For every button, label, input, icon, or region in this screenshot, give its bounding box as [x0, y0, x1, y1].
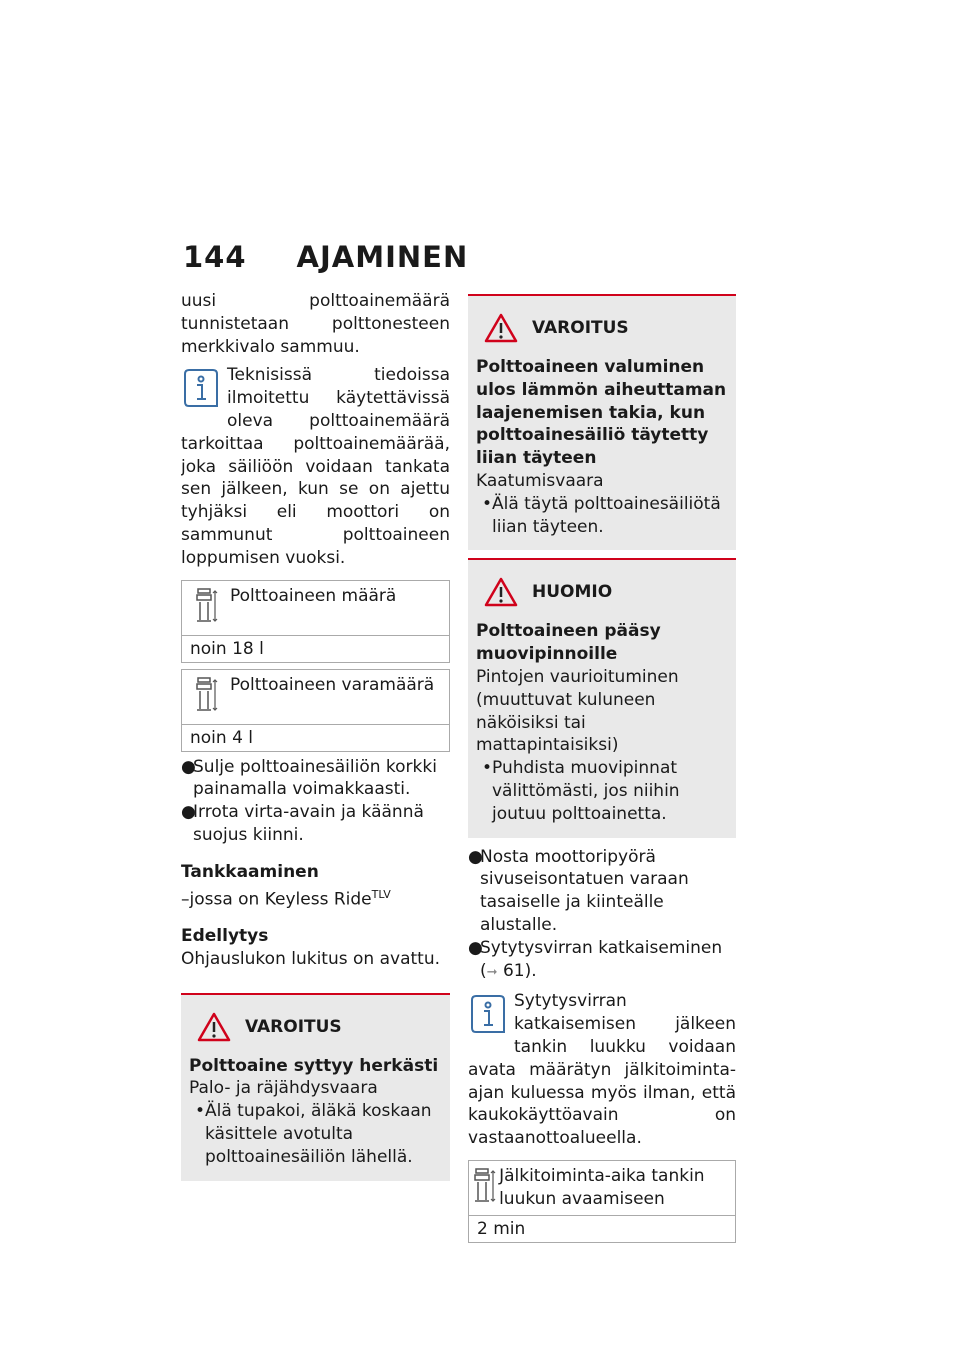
spec-label: Polttoaineen varamäärä: [230, 674, 435, 695]
spec-value: 2 min: [477, 1218, 526, 1239]
info-note: [181, 364, 450, 569]
warning-label: VAROITUS: [245, 1016, 342, 1037]
spec-value: noin 4 l: [190, 727, 254, 748]
step-list: [468, 846, 736, 985]
page-number: 144: [183, 240, 247, 274]
spec-label: Jälkitoiminta-aika tankin luukun avaamiseen: [499, 1165, 705, 1209]
right-column: [468, 272, 736, 1243]
spec-label: Polttoaineen määrä: [230, 585, 397, 606]
warning-triangle-icon: [484, 313, 518, 343]
fuel-pump-icon: [471, 1167, 497, 1205]
warning-box: [181, 993, 450, 1181]
fuel-pump-icon: [193, 587, 219, 625]
info-icon: [468, 992, 508, 1036]
spec-follow-up-time: [468, 1160, 736, 1243]
list-item: ●Irrota virta-avain ja käännä suojus kiinni.: [181, 802, 424, 845]
step-list: [181, 756, 450, 847]
arrow-right-icon[interactable]: ➞: [486, 964, 498, 980]
spec-value: noin 18 l: [190, 638, 264, 659]
warning-triangle-icon: [484, 577, 518, 607]
warning-triangle-icon: [197, 1012, 231, 1042]
page-reference[interactable]: 61).: [502, 960, 537, 981]
list-item: •Älä täytä polttoainesäiliötä liian täyteen.: [482, 493, 721, 537]
page-header: [183, 240, 468, 274]
section-superscript: TLV: [371, 887, 391, 901]
fuel-pump-icon: [193, 676, 219, 714]
left-column: [181, 290, 450, 1181]
list-item: •Puhdista muovipinnat välittömästi, jos niihin joutuu polttoainetta.: [482, 758, 680, 824]
spec-fuel-reserve: [181, 669, 450, 752]
warning-box: [468, 294, 736, 550]
info-note-text: Teknisissä tiedoissa ilmoitettu käytettävissä oleva polttoainemäärä tarkoittaa polttoainemäärää, joka säiliöön voidaan tankata sen jälkeen, kun se on ajettu tyhjäksi eli moottori on sammunut polttoaineen loppumisen vuoksi.: [181, 365, 450, 568]
list-item: ●Nosta moottoripyörä sivuseisontatuen varaan tasaiselle ja kiinteälle alustalle.: [468, 846, 689, 935]
info-note-text: Sytytysvirran katkaisemisen jälkeen tankin luukku voidaan avata määrätyn jälkitoiminta-ajan kuluessa myös ilman, että kaukokäyttöavain on vastaanottoalueella.: [468, 991, 736, 1149]
warning-title: Polttoaine syttyy herkästi: [189, 1055, 439, 1076]
notice-label: HUOMIO: [532, 582, 613, 603]
warning-risk: Palo- ja räjähdysvaara: [189, 1078, 378, 1099]
prereq-title: Edellytys: [181, 926, 269, 946]
chapter-title: AJAMINEN: [296, 240, 469, 274]
notice-box: [468, 558, 736, 837]
prereq-text: Ohjauslukon lukitus on avattu.: [181, 948, 440, 969]
notice-risk: Pintojen vaurioituminen (muuttuvat kuluneen näköisiksi tai mattapintaisiksi): [476, 666, 679, 756]
spec-fuel-capacity: [181, 580, 450, 663]
warning-risk: Kaatumisvaara: [476, 470, 604, 491]
info-note: [468, 990, 736, 1150]
list-item: ●Sulje polttoainesäiliön korkki painamalla voimakkaasti.: [181, 756, 437, 800]
list-item: ●Sytytysvirran katkaiseminen (➞ 61).: [468, 937, 723, 981]
info-icon: [181, 366, 221, 410]
intro-text: uusi polttoainemäärä tunnistetaan polttonesteen merkkivalo sammuu.: [181, 291, 450, 357]
section-subtitle: –jossa on Keyless Ride$^{TLV}$: [181, 887, 391, 910]
list-item: •Älä tupakoi, äläkä koskaan käsittele avotulta polttoainesäiliön lähellä.: [195, 1101, 432, 1167]
warning-title: Polttoaineen valuminen ulos lämmön aiheuttaman laajenemisen takia, kun polttoainesäiliö täytetty liian täyteen: [476, 357, 727, 469]
section-title: Tankkaaminen: [181, 861, 319, 882]
warning-label: VAROITUS: [532, 318, 629, 338]
notice-title: Polttoaineen pääsy muovipinnoille: [476, 621, 661, 665]
